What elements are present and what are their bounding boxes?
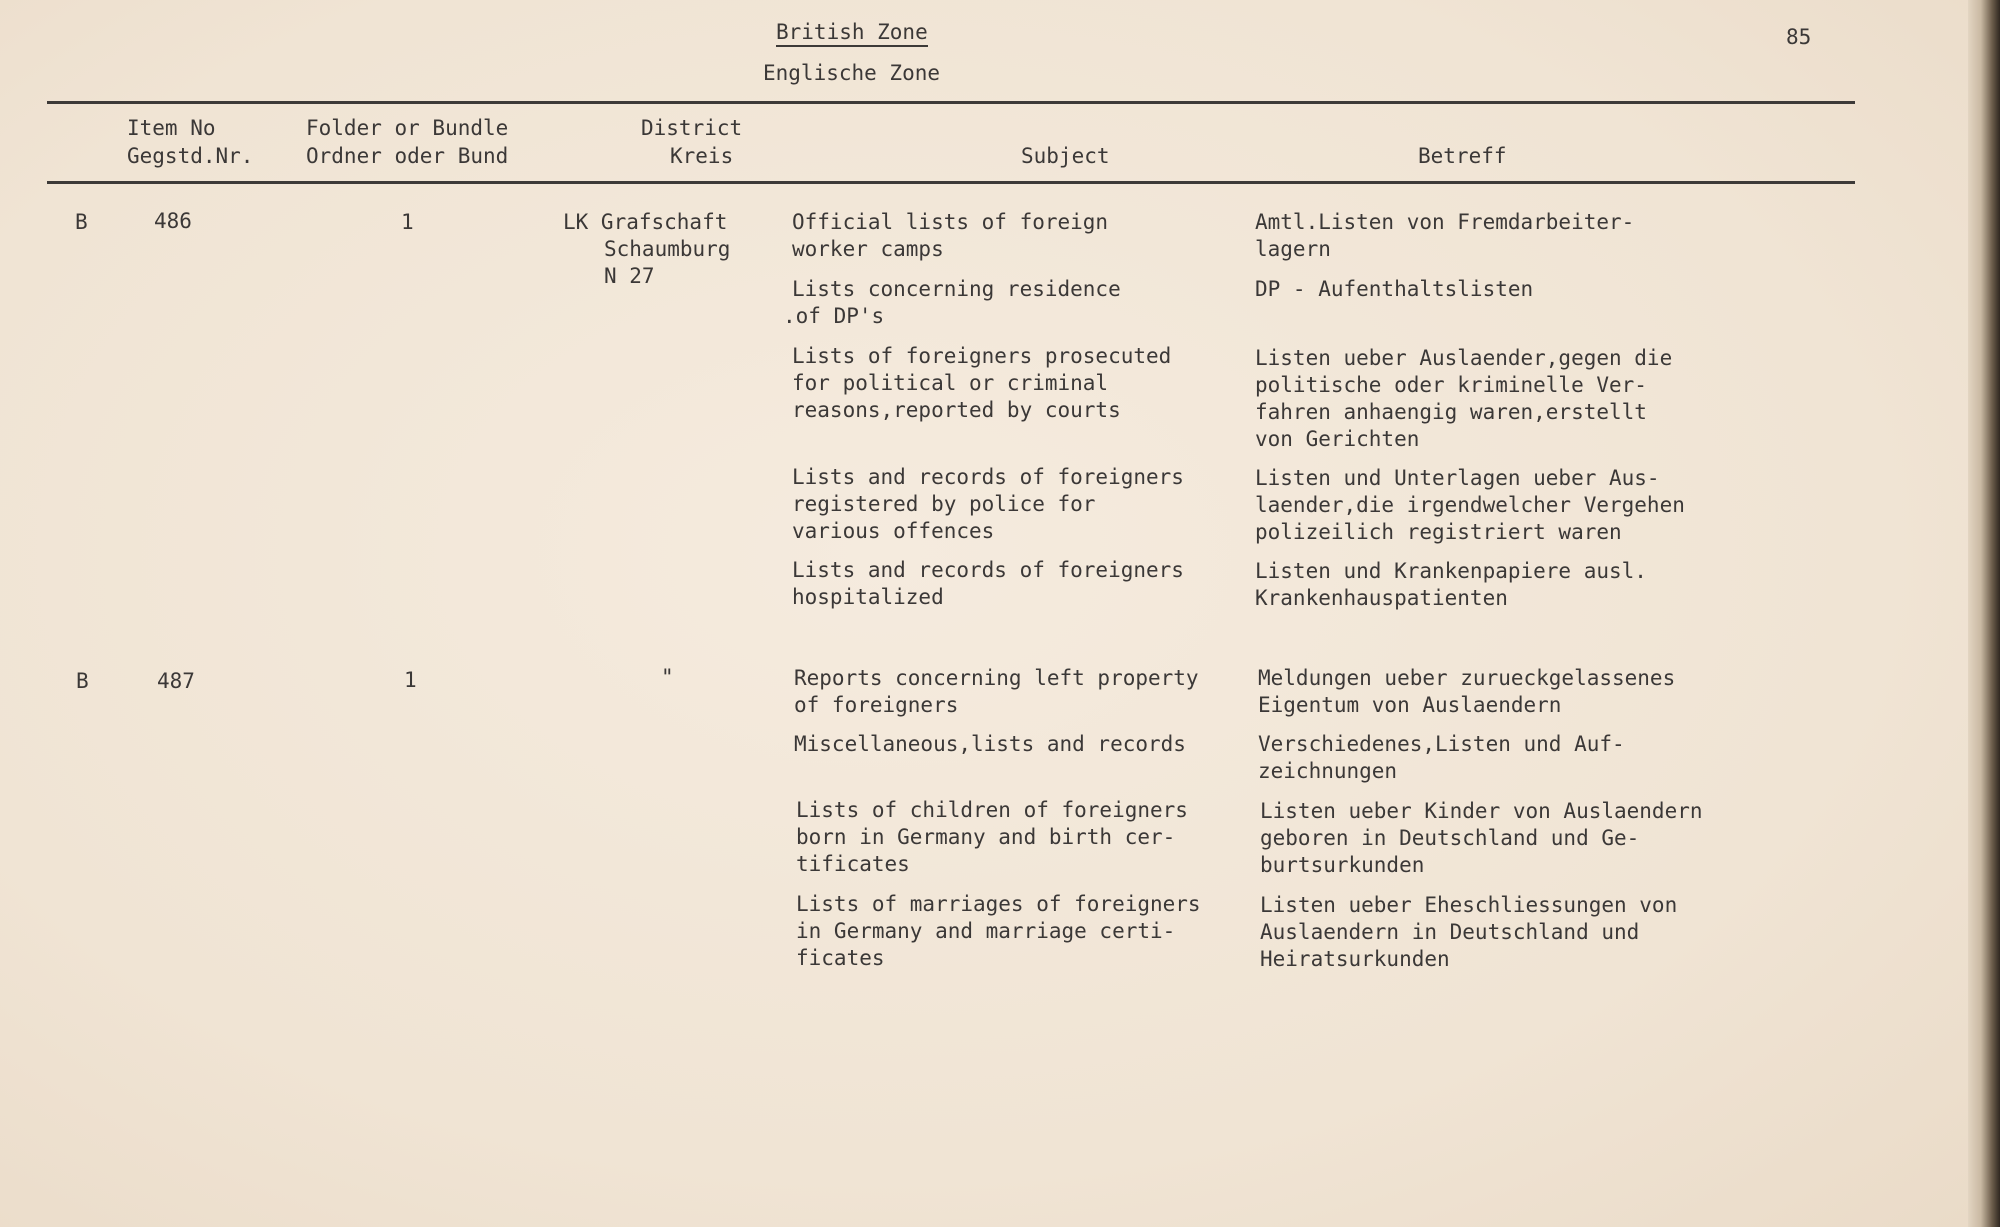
col-district-en: District xyxy=(641,116,743,140)
betreff-line: fahren anhaengig waren,erstellt xyxy=(1255,400,1647,424)
betreff-line: burtsurkunden xyxy=(1260,853,1425,877)
header-top-rule xyxy=(47,101,1855,104)
page-edge-shadow xyxy=(1968,0,2000,1227)
betreff-line: Listen und Krankenpapiere ausl. xyxy=(1255,559,1647,583)
subject-line: Official lists of foreign xyxy=(792,210,1109,234)
col-district-de: Kreis xyxy=(670,144,734,168)
betreff-line: politische oder kriminelle Ver- xyxy=(1255,373,1647,397)
record-folder: 1 xyxy=(404,668,417,692)
subject-line: ficates xyxy=(796,946,885,970)
subject-line: registered by police for xyxy=(792,492,1096,516)
betreff-line: von Gerichten xyxy=(1255,427,1420,451)
page-title: British Zone xyxy=(776,20,928,47)
betreff-line: Amtl.Listen von Fremdarbeiter- xyxy=(1255,210,1635,234)
header-bottom-rule xyxy=(47,181,1855,184)
betreff-line: Listen ueber Eheschliessungen von xyxy=(1260,893,1678,917)
subject-line: various offences xyxy=(792,519,995,543)
subject-line: Lists and records of foreigners xyxy=(792,558,1184,582)
betreff-line: Heiratsurkunden xyxy=(1260,947,1450,971)
betreff-line: Auslaendern in Deutschland und xyxy=(1260,920,1640,944)
subject-line: reasons,reported by courts xyxy=(792,398,1121,422)
record-series: B xyxy=(75,210,88,234)
page-subtitle: Englische Zone xyxy=(763,61,941,85)
col-folder-en: Folder or Bundle xyxy=(306,116,509,140)
page-number: 85 xyxy=(1786,25,1812,49)
betreff-line: Eigentum von Auslaendern xyxy=(1258,693,1562,717)
subject-line: Miscellaneous,lists and records xyxy=(794,732,1186,756)
col-betreff: Betreff xyxy=(1418,144,1507,168)
record-district: " xyxy=(661,665,674,689)
record-item-no: 486 xyxy=(154,209,192,233)
subject-line: worker camps xyxy=(792,237,944,261)
betreff-line: zeichnungen xyxy=(1258,759,1398,783)
subject-line: in Germany and marriage certi- xyxy=(796,919,1176,943)
col-item-no-en: Item No xyxy=(127,116,216,140)
betreff-line: Meldungen ueber zurueckgelassenes xyxy=(1258,666,1676,690)
subject-line: of foreigners xyxy=(794,693,959,717)
subject-line: Lists and records of foreigners xyxy=(792,465,1184,489)
col-folder-de: Ordner oder Bund xyxy=(306,144,509,168)
record-district: LK Grafschaft xyxy=(563,210,728,234)
betreff-line: Listen ueber Kinder von Auslaendern xyxy=(1260,799,1703,823)
subject-line: tificates xyxy=(796,852,910,876)
record-district: Schaumburg xyxy=(604,237,731,261)
betreff-line: DP - Aufenthaltslisten xyxy=(1255,277,1534,301)
subject-line: Lists of foreigners prosecuted xyxy=(792,344,1172,368)
betreff-line: polizeilich registriert waren xyxy=(1255,520,1622,544)
betreff-line: Listen und Unterlagen ueber Aus- xyxy=(1255,466,1660,490)
subject-line: Lists concerning residence xyxy=(792,277,1121,301)
subject-line: .of DP's xyxy=(783,304,885,328)
record-item-no: 487 xyxy=(157,669,195,693)
betreff-line: Verschiedenes,Listen und Auf- xyxy=(1258,732,1625,756)
subject-line: born in Germany and birth cer- xyxy=(796,825,1176,849)
betreff-line: Krankenhauspatienten xyxy=(1255,586,1508,610)
subject-line: Lists of marriages of foreigners xyxy=(796,892,1201,916)
col-item-no-de: Gegstd.Nr. xyxy=(127,144,254,168)
betreff-line: laender,die irgendwelcher Vergehen xyxy=(1255,493,1685,517)
col-subject: Subject xyxy=(1021,144,1110,168)
record-district: N 27 xyxy=(604,264,655,288)
betreff-line: lagern xyxy=(1255,237,1331,261)
subject-line: Reports concerning left property xyxy=(794,666,1199,690)
betreff-line: Listen ueber Auslaender,gegen die xyxy=(1255,346,1673,370)
betreff-line: geboren in Deutschland und Ge- xyxy=(1260,826,1640,850)
subject-line: Lists of children of foreigners xyxy=(796,798,1188,822)
record-series: B xyxy=(76,669,89,693)
subject-line: hospitalized xyxy=(792,585,944,609)
record-folder: 1 xyxy=(401,210,414,234)
subject-line: for political or criminal xyxy=(792,371,1109,395)
